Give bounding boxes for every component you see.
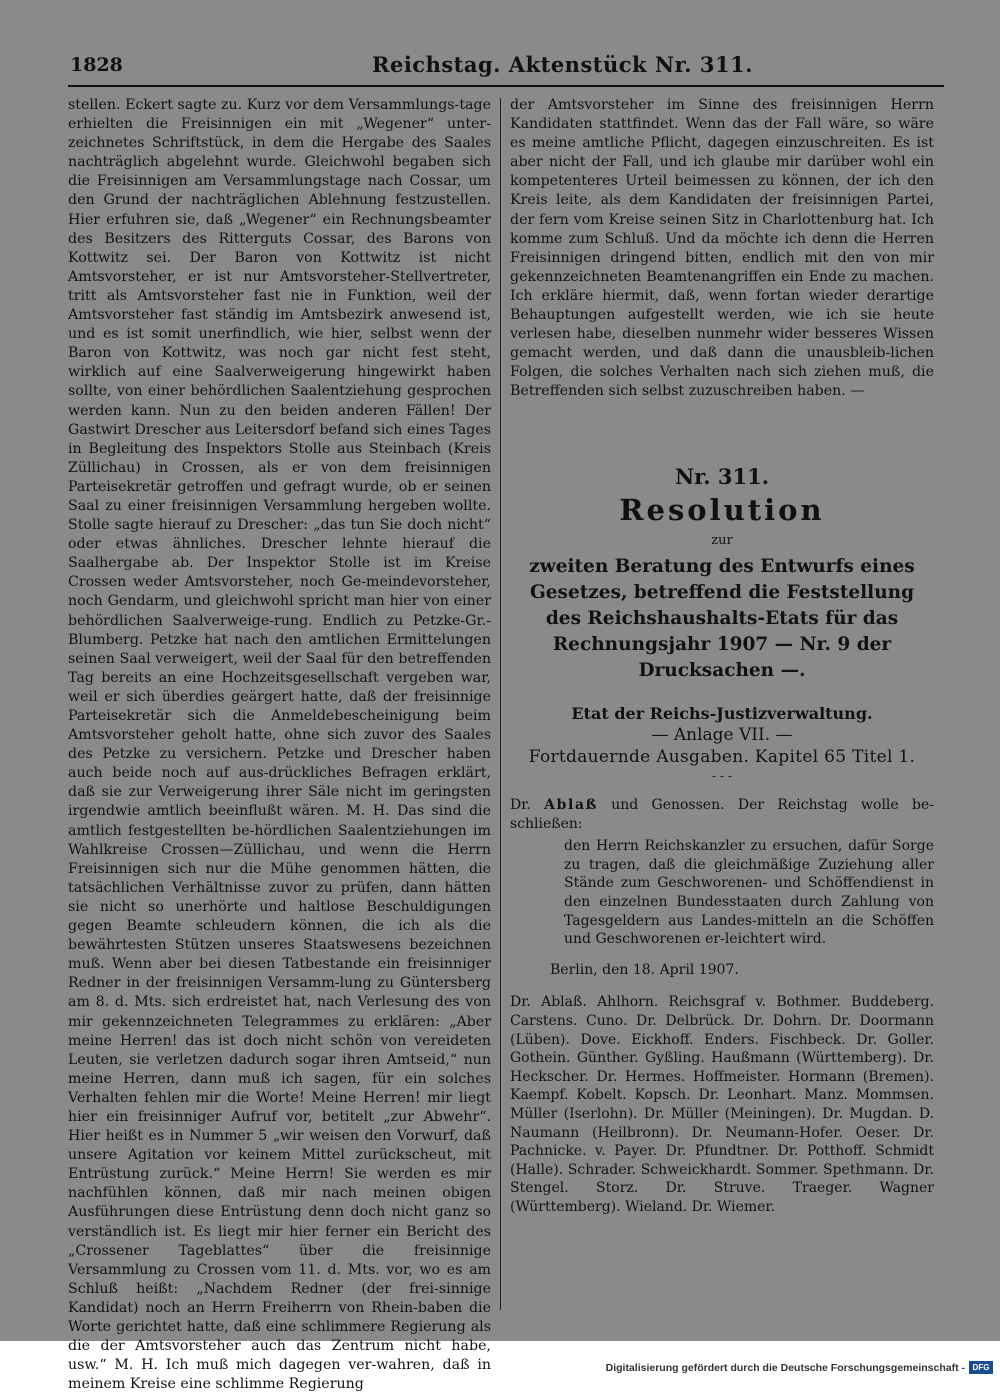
motion-intro-rest: und Genossen. Der Reichstag wolle be-schließen: xyxy=(510,797,935,832)
motion-intro-prefix: Dr. xyxy=(510,797,545,813)
document-number: Nr. 311. xyxy=(674,464,770,489)
page-number: 1828 xyxy=(70,54,123,76)
left-column xyxy=(68,96,491,1394)
motion-text: den Herrn Reichskanzler zu ersuchen, dafür Sorge zu tragen, daß die gleichmäßige Zuziehung aller Stände zum Geschworenen- und Schöffendienst in den einzelnen Bundesstaaten durch Zahlung von Tagesgeldern aus Landes-mitteln an die Schöffen und Geschworenen er-leichtert wird. xyxy=(564,838,934,948)
separator-dots: - - - xyxy=(712,769,732,783)
speech-continuation-text: der Amtsvorsteher im Sinne des freisinnigen Herrn Kandidaten stattfindet. Wenn das der Fall wäre, so wäre es meine amtliche Pflicht, dagegen einzuschreiten. Es ist aber nicht der Fall, und ich glaube mir darüber wohl ein kompetenteres Urteil beimessen zu können, der ich den Kreis leite, als dem Kandidaten der freisinnigen Partei, der fern vom Kreise seinen Sitz in Charlottenburg hat. Ich komme zum Schluß. Und da möchte ich denn die Herren Freisinnigen dringend bitten, endlich mit den von mir gekennzeichneten Beamtenangriffen ein Ende zu machen. Ich erkläre hiermit, daß, wenn fortan wieder derartige Behauptungen aufgestellt werden, wie ich sie heute verlesen habe, dieselben nunmehr wider besseres Wissen gemacht werden, und daß dann die unausbleib-lichen Folgen, die solches Verhalten nach sich ziehen muß, die Betreffenden sich selbst zuzuschreiben haben. — xyxy=(510,97,934,400)
footer xyxy=(600,1360,995,1378)
signatories-list: Dr. Ablaß. Ahlhorn. Reichsgraf v. Bothmer. Buddeberg. Carstens. Cuno. Dr. Delbrück. Dr. Dohrn. Dr. Doormann (Lüben). Dove. Eickhoff. Enders. Fischbeck. Dr. Goller. Gothein. Günther. Gyßling. Haußmann (Württemberg). Dr. Heckscher. Dr. Hermes. Hoffmeister. Hormann (Bremen). Kaempf. Kobelt. Kopsch. Dr. Leonhart. Manz. Mommsen. Müller (Iserlohn). Dr. Müller (Meiningen). Dr. Mugdan. D. Naumann (Heilbronn). Dr. Neumann-Hofer. Oeser. Dr. Pachnicke. v. Payer. Dr. Pfundtner. Dr. Potthoff. Schmidt (Halle). Schrader. Schweickhardt. Sommer. Spethmann. Dr. Stengel. Storz. Dr. Struve. Traeger. Wagner (Württemberg). Wieland. Dr. Wiemer. xyxy=(510,994,934,1215)
resolution-zur: zur xyxy=(711,533,733,548)
running-title: Reichstag. Aktenstück Nr. 311. xyxy=(372,52,753,77)
column-divider xyxy=(500,98,501,1310)
motion-mover-name: Ablaß xyxy=(544,797,598,813)
resolution-title: Resolution xyxy=(619,493,825,527)
left-column-text: stellen. Eckert sagte zu. Kurz vor dem Versammlungs-tage erhielten die Freisinnigen ein mit „Wegener“ unter-zeichnetes Schriftstück, in dem die Hergabe des Saales nachträglich abgelehnt wurde. Gleichwohl begaben sich die Freisinnigen am Versammlungstage nach Cossar, um den Grund der nachträglichen Ablehnung festzustellen. Hier erfuhren sie, daß „Wegener“ ein Rechnungsbeamter des Besitzers des Ritterguts Cossar, des Barons von Kottwitz sei. Der Baron von Kottwitz ist nicht Amtsvorsteher, er ist nur Amtsvorsteher-Stellvertreter, tritt als Amtsvorsteher fast nie in Funktion, weil der Amtsvorsteher fast ständig im Amtsbezirk anwesend ist, und es ist somit unerfindlich, wie hier, selbst wenn der Baron von Kottwitz, was noch gar nicht fest steht, wirklich auf eine Saalverweigerung hingewirkt haben sollte, von einer behördlichen Saalentziehung gesprochen werden kann. Nun zu den beiden anderen Fällen! Der Gastwirt Drescher aus Leitersdorf befand sich eines Tages in Begleitung des Inspektors Stolle aus Steinbach (Kreis Züllichau) in Crossen, als er von dem freisinnigen Parteisekretär getroffen und gefragt wurde, ob er seinen Saal zu einer freisinnigen Versammlung hergeben wollte. Stolle sagte hierauf zu Drescher: „das tun Sie doch nicht“ oder etwas ähnliches. Drescher lehnte hierauf die Saalhergabe ab. Der Inspektor Stolle ist im Kreise Crossen weder Amtsvorsteher, noch Ge-meindevorsteher, noch Gendarm, und gleichwohl spricht man hier von einer behördlichen Saalverweige-rung. Endlich zu Petzke-Gr.-Blumberg. Petzke hat nach den amtlichen Ermittelungen seinen Saal verweigert, weil der Saal für den betreffenden Tag bereits an eine Hochzeitsgesellschaft vergeben war, weil er sich überdies geärgert hatte, daß der freisinnige Parteisekretär sich die Anmeldebescheinigung beim Amtsvorsteher geholt hatte, ohne sich zuvor des Saales des Petzke zu versichern. Petzke und Drescher haben auch beide noch auf aus-drückliches Befragen erklärt, daß sie zur Verweigerung ihrer Säle nicht im geringsten irgendwie amtlich beeinflußt wären. M. H. Das sind die amtlich festgestellten be-hördlichen Saalentziehungen im Wahlkreise Crossen—Züllichau, und wenn die Herrn Freisinnigen sich nur die Mühe genommen hätten, die tatsächlichen Verhältnisse zuvor zu prüfen, dann hätten sie nicht so unerhörte und haltlose Beschuldigungen gegen Beamte schleudern können, die ich als die bewährtesten Stützen unseres Staatswesens bezeichnen muß. Wenn aber bei diesen Tatbestande ein freisinniger Redner in der freisinnigen Versamm-lung zu Güntersberg am 8. d. Mts. sich erdreistet hat, nach Verlesung des von mir gekennzeichneten Telegrammes zu erklären: „Aber meine Herren! das ist doch nicht schön von vereideten Leuten, sie verletzen dadurch sogar ihren Amtseid,“ nun meine Herren, dann muß ich sagen, für ein solches Verhalten fehlen mir die Worte! Meine Herren! mir liegt hier ein freisinniger Aufruf vor, betitelt „zur Abwehr“. Hier heißt es in Nummer 5 „wir weisen den Vorwurf, daß unsere Agitation vor keinem Mittel zurückscheut, mit Entrüstung zurück.“ Meine Herrn! Sie werden es mir nachfühlen können, daß mir nach meinen obigen Ausführungen diese Entrüstung denn doch nicht ganz so verständlich ist. Es liegt mir hier ferner ein Bericht des „Crossener Tageblattes“ über die freisinnige Versammlung zu Crossen vom 11. d. Mts. vor, wo es am Schluß heißt: „Nachdem Redner (der frei-sinnige Kandidat) noch an Herrn Freiherrn von Rhein-baben die Worte gerichtet hatte, daß eine schlimmere Regierung als die der Amtsvorsteher auch das Zentrum nicht habe, usw.“ M. H. Ich muß mich dagegen ver-wahren, daß in meinem Kreise eine schlimme Regierung xyxy=(68,97,491,1393)
header-rule xyxy=(68,85,944,87)
right-column-continuation xyxy=(510,96,934,402)
ausgaben-heading: Fortdauernde Ausgaben. Kapitel 65 Titel 1. xyxy=(528,747,916,767)
motion-intro xyxy=(510,796,934,833)
etat-heading: Etat der Reichs-Justizverwaltung. xyxy=(571,704,873,723)
anlage-heading: — Anlage VII. — xyxy=(651,725,793,745)
dfg-logo: DFG xyxy=(969,1361,993,1374)
resolution-heading-block xyxy=(510,464,934,783)
motion-date: Berlin, den 18. April 1907. xyxy=(550,961,739,978)
resolution-description: zweiten Beratung des Entwurfs eines Gesetzes, betreffend die Feststellung des Reichshaushalts-Etats für das Rechnungsjahr 1907 — Nr. 9 der Drucksachen —. xyxy=(529,556,915,681)
page-header xyxy=(68,52,942,82)
footer-funding-text: Digitalisierung gefördert durch die Deutsche Forschungsgemeinschaft - xyxy=(605,1362,965,1374)
motion-block xyxy=(510,796,934,1216)
